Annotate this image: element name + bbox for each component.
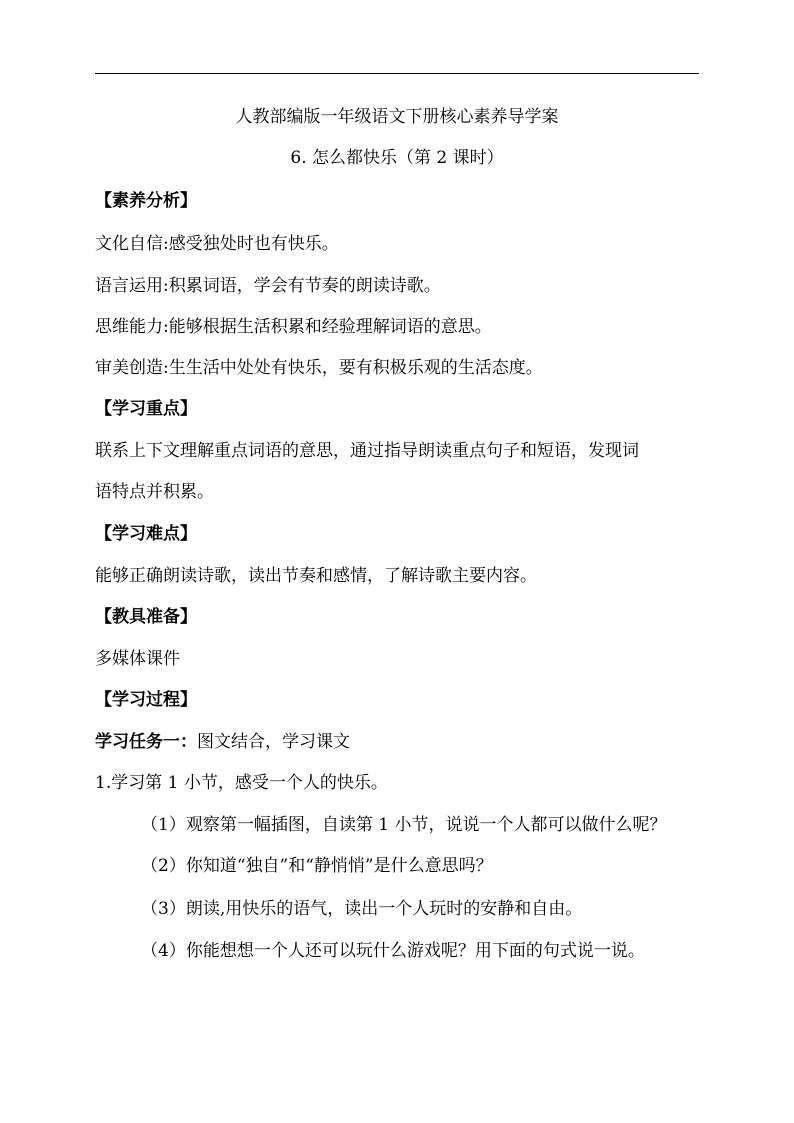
document-title: 人教部编版一年级语文下册核心素养导学案: [235, 107, 559, 127]
header-rule: [95, 73, 699, 74]
key-points-line: 语特点并积累。: [95, 482, 214, 502]
task-one-label: 学习任务一：: [95, 732, 197, 752]
section-heading-process: 【学习过程】: [95, 690, 197, 710]
task-one: [0, 731, 794, 753]
key-points-line: 联系上下文理解重点词语的意思，通过指导朗读重点句子和短语，发现词: [95, 441, 639, 461]
literacy-item: 审美创造:生生活中处处有快乐，要有积极乐观的生活态度。: [95, 358, 543, 378]
literacy-item: 思维能力:能够根据生活积累和经验理解词语的意思。: [95, 317, 492, 337]
section-heading-key-points: 【学习重点】: [95, 399, 197, 419]
materials-text: 多媒体课件: [95, 649, 180, 669]
sub-item: （4）你能想想一个人还可以玩什么游戏呢？用下面的句式说一说。: [141, 941, 645, 961]
step-one: 1.学习第 1 小节，感受一个人的快乐。: [95, 773, 388, 793]
lesson-title: 6. 怎么都快乐（第 2 课时）: [290, 148, 504, 168]
section-heading-difficulties: 【学习难点】: [95, 524, 197, 544]
literacy-item: 文化自信:感受独处时也有快乐。: [95, 234, 339, 254]
sub-item: （1）观察第一幅插图，自读第 1 小节，说说一个人都可以做什么呢？: [141, 815, 667, 835]
sub-item: （3）朗读,用快乐的语气，读出一个人玩时的安静和自由。: [141, 899, 583, 919]
task-one-text: 图文结合，学习课文: [197, 732, 350, 752]
sub-item: （2）你知道“独自”和“静悄悄”是什么意思吗？: [141, 856, 493, 876]
literacy-item: 语言运用:积累词语，学会有节奏的朗读诗歌。: [95, 276, 441, 296]
section-heading-materials: 【教具准备】: [95, 607, 197, 627]
difficulties-text: 能够正确朗读诗歌，读出节奏和感情，了解诗歌主要内容。: [95, 566, 537, 586]
section-heading-literacy: 【素养分析】: [95, 191, 197, 211]
